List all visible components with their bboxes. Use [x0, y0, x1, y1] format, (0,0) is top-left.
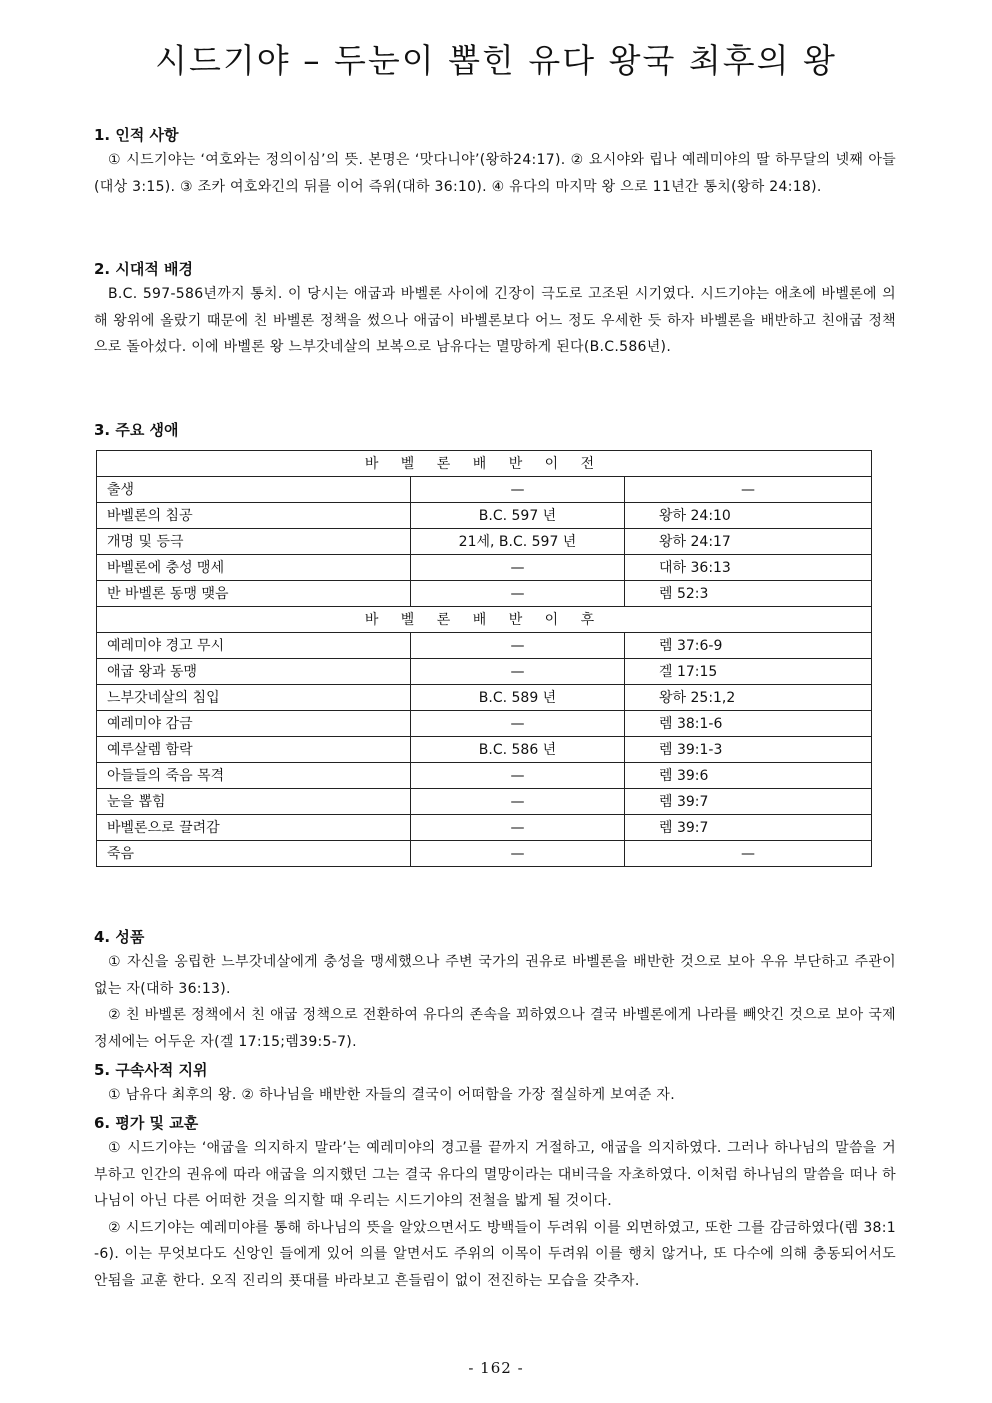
cell-ref: —	[625, 841, 872, 867]
section-heading: 1. 인적 사항	[94, 126, 179, 144]
cell-ref: 렘 39:7	[625, 815, 872, 841]
page-number: - 162 -	[468, 1359, 524, 1377]
cell-date: —	[411, 711, 625, 737]
cell-ref: 렘 39:7	[625, 789, 872, 815]
cell-event: 바벨론에 충성 맹세	[97, 555, 411, 581]
table-row	[97, 633, 872, 659]
period-header-label: 바 벨 론 배 반 이 전	[97, 451, 872, 477]
table-row	[97, 737, 872, 763]
table-row	[97, 659, 872, 685]
cell-date: —	[411, 477, 625, 503]
table-row	[97, 503, 872, 529]
cell-date: B.C. 586 년	[411, 737, 625, 763]
cell-event: 예레미야 감금	[97, 711, 411, 737]
cell-event: 예루살렘 함락	[97, 737, 411, 763]
section-paragraph: ① 남유다 최후의 왕. ② 하나님을 배반한 자들의 결국이 어떠함을 가장 절실하게 보여준 자.	[108, 1087, 675, 1103]
table-row	[97, 815, 872, 841]
period-header-after	[97, 607, 872, 633]
cell-ref: 렘 38:1-6	[625, 711, 872, 737]
cell-ref: —	[625, 477, 872, 503]
section-evaluation-lessons	[94, 1111, 896, 1294]
table-row	[97, 711, 872, 737]
table-row	[97, 685, 872, 711]
table-row	[97, 581, 872, 607]
cell-ref: 렘 52:3	[625, 581, 872, 607]
cell-date: —	[411, 789, 625, 815]
cell-date: —	[411, 841, 625, 867]
cell-event: 눈을 뽑힘	[97, 789, 411, 815]
section-heading: 4. 성품	[94, 928, 145, 946]
cell-event: 죽음	[97, 841, 411, 867]
cell-date: —	[411, 555, 625, 581]
cell-event: 애굽 왕과 동맹	[97, 659, 411, 685]
section-paragraph: ② 친 바벨론 정책에서 친 애굽 정책으로 전환하여 유다의 존속을 꾀하였으나 결국 바벨론에게 나라를 빼앗긴 것으로 보아 국제 정세에는 어두운 자(겔 17:15;렘39:5-7).	[94, 1007, 896, 1050]
section-redemptive-position	[94, 1058, 896, 1109]
cell-date: —	[411, 659, 625, 685]
section-heading: 3. 주요 생애	[94, 421, 179, 439]
table-row	[97, 841, 872, 867]
section-heading: 2. 시대적 배경	[94, 260, 194, 278]
section-paragraph: ① 자신을 옹립한 느부갓네살에게 충성을 맹세했으나 주변 국가의 권유로 바벨론을 배반한 것으로 보아 우유 부단하고 주관이 없는 자(대하 36:13).	[94, 954, 896, 997]
section-character	[94, 925, 896, 1055]
cell-ref: 왕하 24:10	[625, 503, 872, 529]
section-heading: 5. 구속사적 지위	[94, 1061, 208, 1079]
cell-date: —	[411, 633, 625, 659]
cell-date: —	[411, 763, 625, 789]
section-major-life	[94, 418, 896, 442]
section-paragraph: ② 시드기야는 예레미야를 통해 하나님의 뜻을 알았으면서도 방백들이 두려워 이를 외면하였고, 또한 그를 감금하였다(렘 38:1-6). 이는 무엇보다도 신앙인 들에게 있어 의를 알면서도 주위의 이목이 두려워 이를 행치 않거나, 또 다수에 의해 충동되어서도 안됨을 교훈 한다. 오직 진리의 푯대를 바라보고 흔들림이 없이 전진하는 모습을 갖추자.	[94, 1219, 896, 1289]
cell-event: 아들들의 죽음 목격	[97, 763, 411, 789]
table-row	[97, 763, 872, 789]
page-title: 시드기야 – 두눈이 뽑힌 유다 왕국 최후의 왕	[155, 41, 837, 80]
cell-event: 바벨론으로 끌려감	[97, 815, 411, 841]
table-row	[97, 529, 872, 555]
table-row	[97, 555, 872, 581]
cell-ref: 겔 17:15	[625, 659, 872, 685]
cell-ref: 왕하 24:17	[625, 529, 872, 555]
section-heading: 6. 평가 및 교훈	[94, 1114, 199, 1132]
cell-date: —	[411, 815, 625, 841]
cell-event: 반 바벨론 동맹 맺음	[97, 581, 411, 607]
table-row	[97, 789, 872, 815]
cell-date: —	[411, 581, 625, 607]
section-historical-background	[94, 257, 896, 361]
cell-event: 바벨론의 침공	[97, 503, 411, 529]
cell-date: B.C. 597 년	[411, 503, 625, 529]
period-header-label: 바 벨 론 배 반 이 후	[97, 607, 872, 633]
cell-event: 느부갓네살의 침입	[97, 685, 411, 711]
section-personal-info	[94, 123, 896, 200]
cell-ref: 대하 36:13	[625, 555, 872, 581]
cell-ref: 렘 37:6-9	[625, 633, 872, 659]
section-paragraph: ① 시드기야는 ‘여호와는 정의이심’의 뜻. 본명은 ‘맛다니야’(왕하24:17). ② 요시야와 립나 예레미야의 딸 하무달의 넷째 아들(대상 3:15). ③ 조카 여호와긴의 뒤를 이어 즉위(대하 36:10). ④ 유다의 마지막 왕 으로 11년간 통치(왕하 24:18).	[94, 152, 896, 195]
cell-event: 출생	[97, 477, 411, 503]
cell-event: 개명 및 등극	[97, 529, 411, 555]
cell-date: B.C. 589 년	[411, 685, 625, 711]
table-row	[97, 477, 872, 503]
cell-event: 예레미야 경고 무시	[97, 633, 411, 659]
section-paragraph: ① 시드기야는 ‘애굽을 의지하지 말라’는 예레미야의 경고를 끝까지 거절하고, 애굽을 의지하였다. 그러나 하나님의 말씀을 거부하고 인간의 권유에 따라 애굽을 의지했던 그는 결국 유다의 멸망이라는 대비극을 자초하였다. 이처럼 하나님의 말씀을 떠나 하나님이 아닌 다른 어떠한 것을 의지할 때 우리는 시드기야의 전철을 밟게 될 것이다.	[94, 1140, 896, 1209]
cell-ref: 렘 39:1-3	[625, 737, 872, 763]
cell-ref: 왕하 25:1,2	[625, 685, 872, 711]
cell-ref: 렘 39:6	[625, 763, 872, 789]
cell-date: 21세, B.C. 597 년	[411, 529, 625, 555]
period-header-before	[97, 451, 872, 477]
life-events-table	[96, 450, 872, 867]
section-paragraph: B.C. 597-586년까지 통치. 이 당시는 애굽과 바벨론 사이에 긴장이 극도로 고조된 시기였다. 시드기야는 애초에 바벨론에 의해 왕위에 올랐기 때문에 친 바벨론 정책을 썼으나 애굽이 바벨론보다 어느 정도 우세한 듯 하자 바벨론을 배반하고 친애굽 정책으로 돌아섰다. 이에 바벨론 왕 느부갓네살의 보복으로 남유다는 멸망하게 된다(B.C.586년).	[94, 286, 896, 355]
